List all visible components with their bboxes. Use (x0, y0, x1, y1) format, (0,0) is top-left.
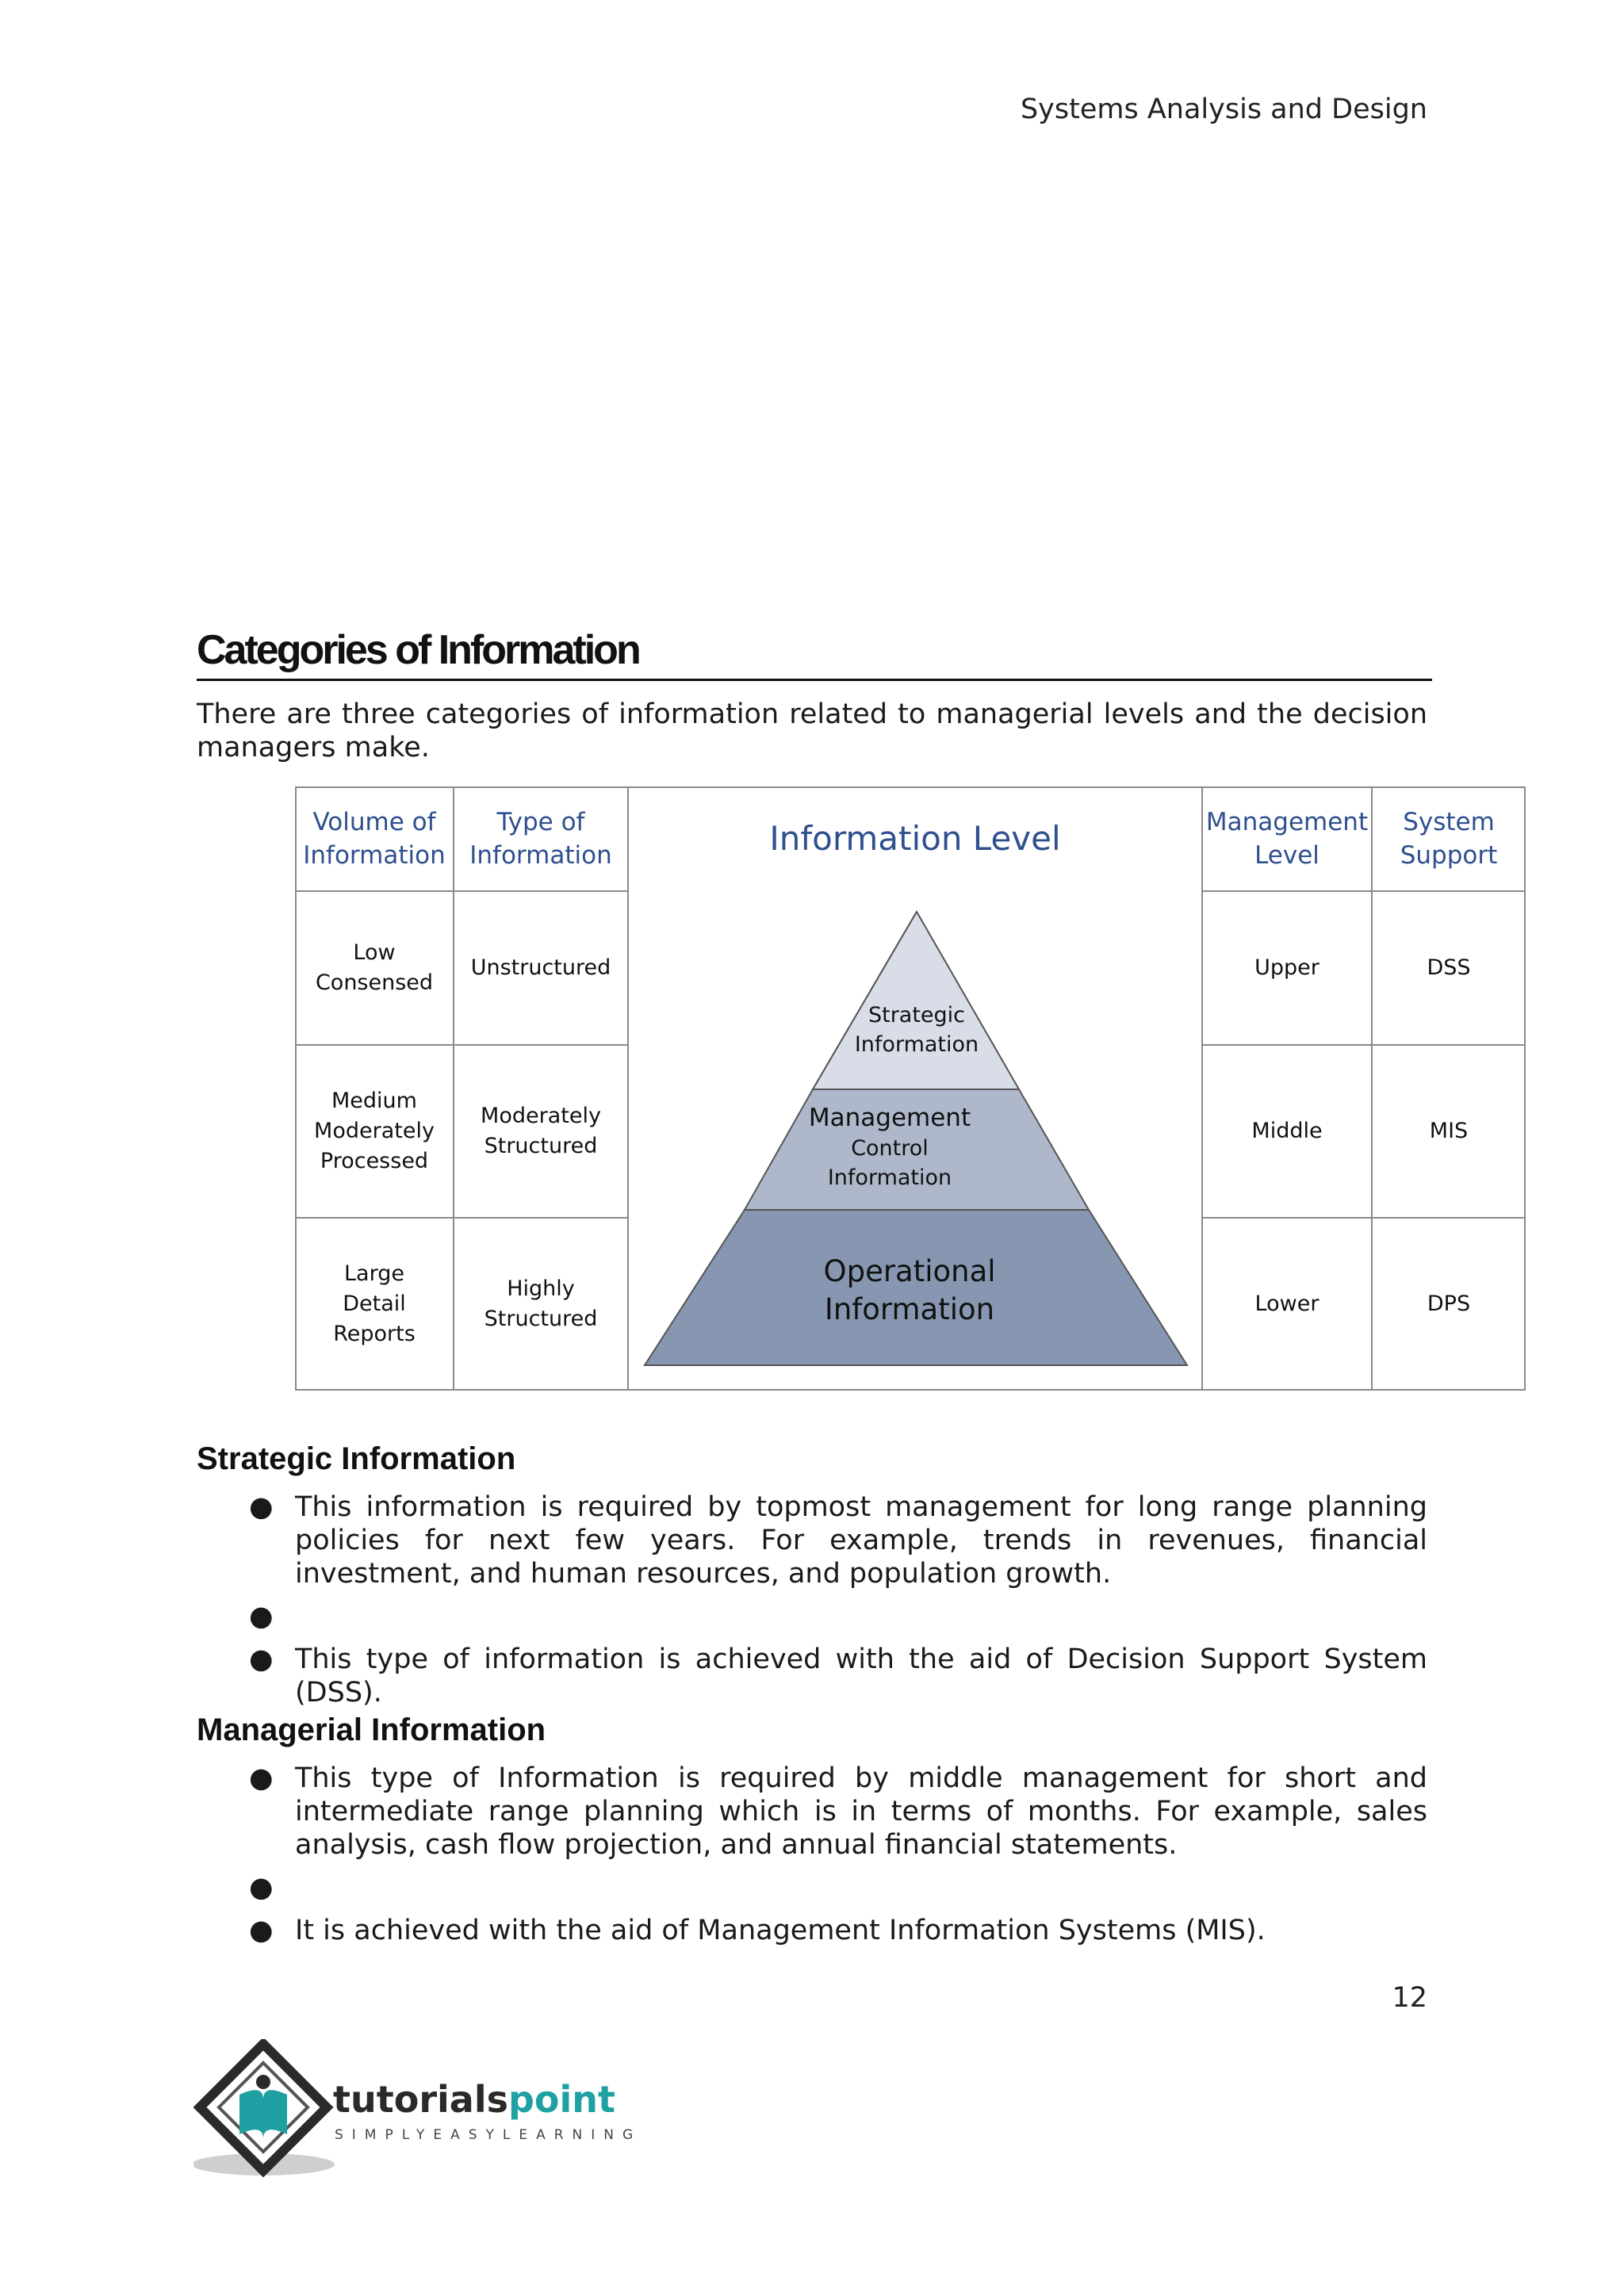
bullet-icon: ● (249, 1762, 274, 1794)
pyramid-label-operational: Operational Information (823, 1254, 996, 1326)
list-item (197, 1871, 1427, 1904)
pyramid-label-management-sub: Control Information (827, 1136, 952, 1190)
page-number: 12 (1392, 1982, 1427, 2014)
information-level-figure (295, 786, 1526, 1391)
strategic-bullets (197, 1490, 1427, 1709)
row-lower-management: Lower (1254, 1292, 1320, 1316)
header-type: Type of Information (469, 808, 612, 870)
row-upper-type: Unstructured (470, 955, 611, 980)
svg-text:tutorialspoint: tutorialspoint (333, 2078, 616, 2121)
row-upper-management: Upper (1254, 955, 1320, 980)
row-middle-type: Moderately Structured (481, 1104, 601, 1158)
row-lower-volume: Large Detail Reports (333, 1261, 416, 1346)
pyramid-label-management-title: Management (808, 1104, 971, 1132)
header-management-level: Management Level (1205, 808, 1369, 870)
bullet-icon: ● (249, 1644, 274, 1675)
bullet-icon: ● (249, 1872, 274, 1904)
bullet-icon: ● (249, 1915, 274, 1946)
row-upper-support: DSS (1427, 955, 1471, 980)
header-volume: Volume of Information (303, 808, 446, 870)
tutorialspoint-logo (193, 2039, 669, 2182)
intro-paragraph: There are three categories of information related to managerial levels and the decision managers make. (197, 698, 1427, 763)
list-item: ● This information is required by topmost management for long range planning policies for next few years. For example, trends in revenues, financial investment, and human resources, and population growth. (249, 1491, 1427, 1590)
bullet-icon: ● (249, 1491, 274, 1523)
row-upper-volume: Low Consensed (315, 940, 434, 995)
row-middle-volume: Medium Moderately Processed (314, 1089, 435, 1173)
header-system-support: System Support (1400, 808, 1498, 870)
pyramid-label-strategic: Strategic Information (854, 1003, 979, 1057)
list-item: ● This type of Information is required by middle management for short and intermediate range planning which is in terms of months. For example, sales analysis, cash flow projection, and annual financial statements. (249, 1762, 1427, 1861)
list-item: ● It is achieved with the aid of Management Information Systems (MIS). (249, 1915, 1266, 1946)
managerial-heading: Managerial Information (197, 1712, 546, 1747)
header-information-level: Information Level (769, 819, 1061, 858)
row-lower-type: Highly Structured (484, 1276, 598, 1331)
row-middle-management: Middle (1251, 1119, 1323, 1143)
list-item: ● This type of information is achieved with the aid of Decision Support System (DSS). (249, 1644, 1427, 1709)
section-title: Categories of Information (197, 626, 1432, 681)
row-lower-support: DPS (1427, 1292, 1471, 1316)
managerial-bullets (197, 1762, 1427, 1947)
page-header: Systems Analysis and Design (1020, 94, 1427, 125)
list-item (197, 1600, 1427, 1633)
bullet-icon: ● (249, 1601, 274, 1632)
svg-text:SIMPLYEASYLEARNING: SIMPLYEASYLEARNING (335, 2127, 642, 2143)
row-middle-support: MIS (1429, 1119, 1469, 1143)
strategic-heading: Strategic Information (197, 1441, 516, 1476)
